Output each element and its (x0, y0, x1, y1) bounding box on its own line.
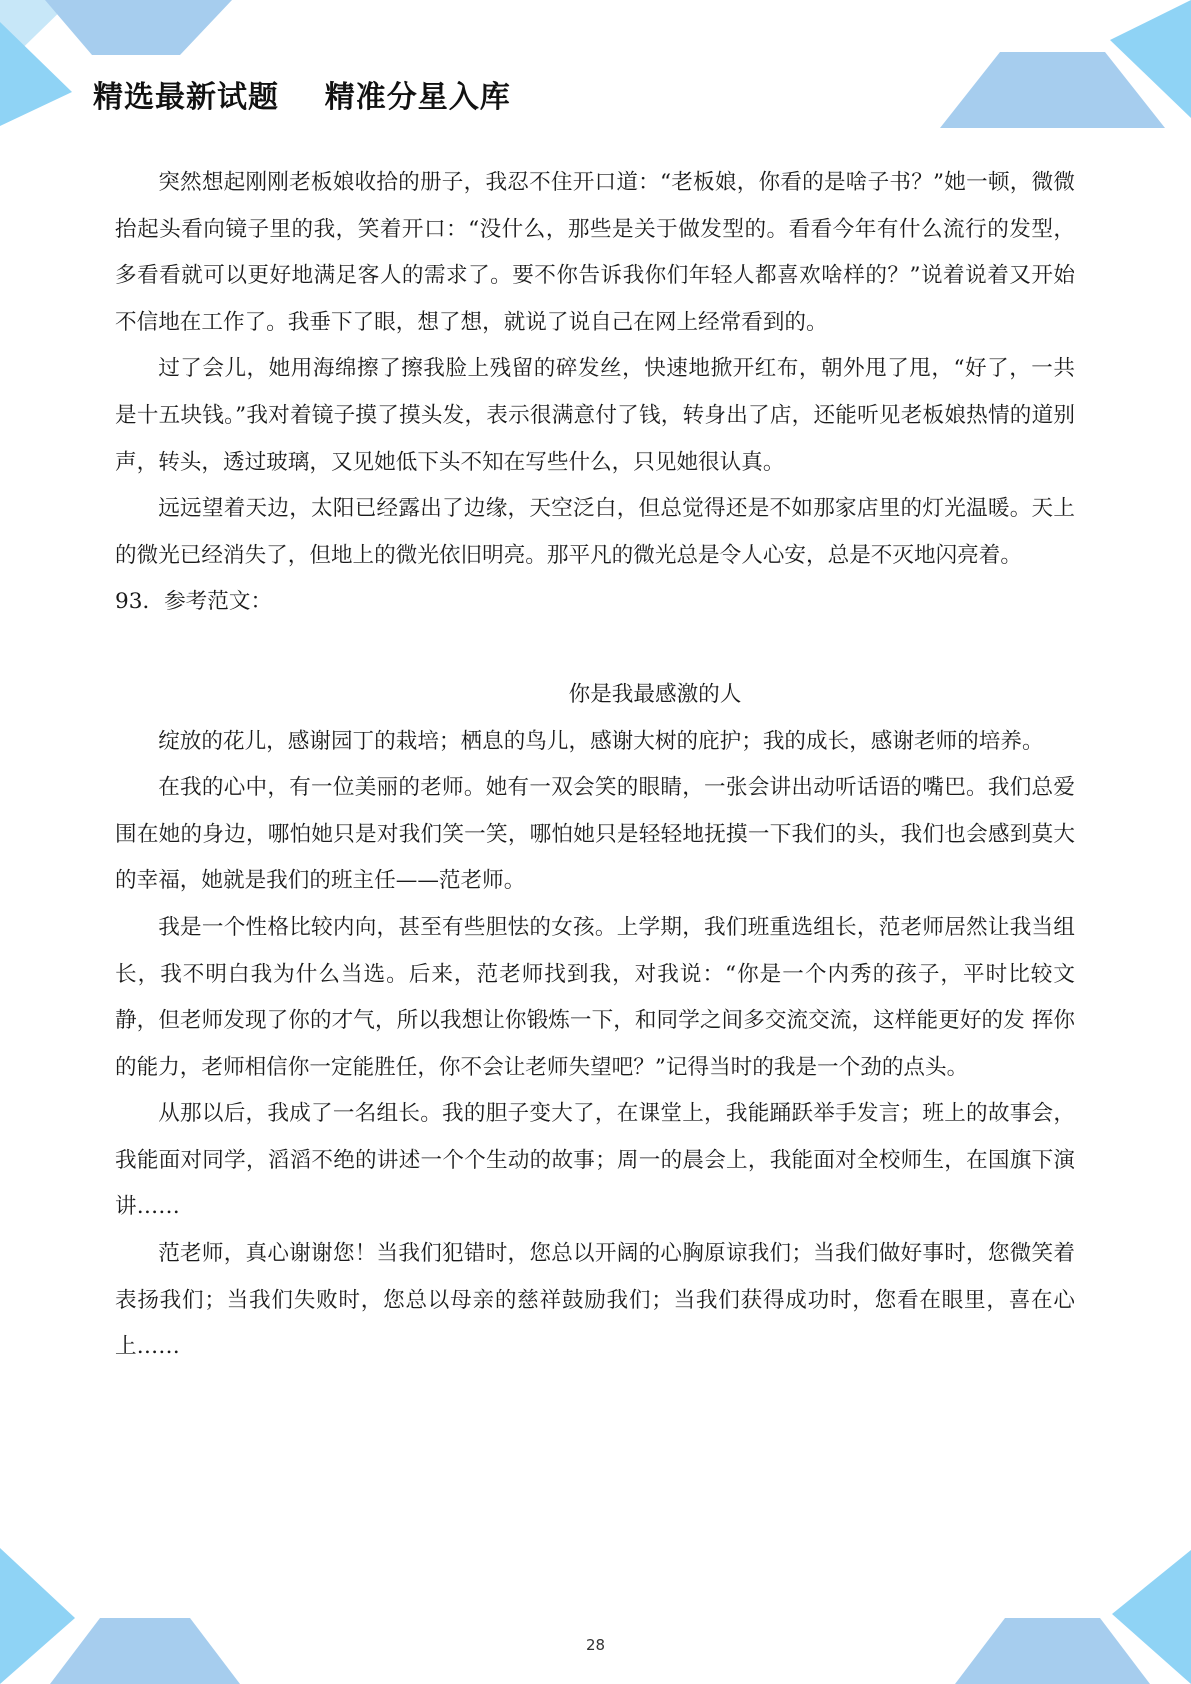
spacer (115, 626, 1075, 672)
document-body (115, 160, 1075, 1371)
essay-paragraph: 范老师，真心谢谢您！当我们犯错时，您总以开阔的心胸原谅我们；当我们做好事时，您微笑着表扬我们；当我们失败时，您总以母亲的慈祥鼓励我们；当我们获得成功时，您看在眼里，喜在心上…… (115, 1241, 1075, 1360)
essay-paragraph: 从那以后，我成了一名组长。我的胆子变大了，在课堂上，我能踊跃举手发言；班上的故事会，我能面对同学，滔滔不绝的讲述一个个生动的故事；周一的晨会上，我能面对全校师生，在国旗下演讲…… (115, 1101, 1075, 1220)
essay-paragraph: 绽放的花儿，感谢园丁的栽培；栖息的鸟儿，感谢大树的庇护；我的成长，感谢老师的培养。 (158, 728, 1044, 754)
bottom-left-sky-triangle (0, 1548, 75, 1684)
paragraph: 远远望着天边，太阳已经露出了边缘，天空泛白，但总觉得还是不如那家店里的灯光温暖。天上的微光已经消失了，但地上的微光依旧明亮。那平凡的微光总是令人心安，总是不灭地闪亮着。 (115, 496, 1075, 568)
essay-title: 你是我最感激的人 (568, 681, 742, 707)
question-label: 93．参考范文： (115, 589, 273, 615)
header-title: 精选最新试题 精准分星入库 (93, 80, 511, 115)
essay-paragraph: 在我的心中，有一位美丽的老师。她有一双会笑的眼睛，一张会讲出动听话语的嘴巴。我们总爱围在她的身边，哪怕她只是对我们笑一笑，哪怕她只是轻轻地抚摸一下我们的头，我们也会感到莫大的幸福，她就是我们的班主任——范老师。 (115, 775, 1075, 894)
top-left-sky-triangle (0, 22, 72, 126)
top-left-blue-trapezoid (45, 0, 232, 55)
top-right-blue-trapezoid (940, 52, 1165, 128)
paragraph: 过了会儿，她用海绵擦了擦我脸上残留的碎发丝，快速地掀开红布，朝外甩了甩，“好了，一共是十五块钱。”我对着镜子摸了摸头发，表示很满意付了钱，转身出了店，还能听见老板娘热情的道别声，转头，透过玻璃，又见她低下头不知在写些什么，只见她很认真。 (115, 356, 1075, 475)
essay-paragraph: 我是一个性格比较内向，甚至有些胆怯的女孩。上学期，我们班重选组长，范老师居然让我当组长，我不明白我为什么当选。后来，范老师找到我，对我说：“你是一个内秀的孩子，平时比较文静，但老师发现了你的才气，所以我想让你锻炼一下，和同学之间多交流交流，这样能更好的发 挥你的能力，老师相信你一定能胜任，你不会让老师失望吧？”记得当时的我是一个劲的点头。 (115, 914, 1075, 1080)
page-number: 28 (585, 1636, 606, 1654)
paragraph: 突然想起刚刚老板娘收拾的册子，我忍不住开口道：“老板娘，你看的是啥子书？”她一顿，微微抬起头看向镜子里的我，笑着开口：“没什么，那些是关于做发型的。看看今年有什么流行的发型，多看看就可以更好地满足客人的需求了。要不你告诉我你们年轻人都喜欢啥样的？”说着说着又开始不信地在工作了。我垂下了眼，想了想，就说了说自己在网上经常看到的。 (115, 170, 1075, 335)
